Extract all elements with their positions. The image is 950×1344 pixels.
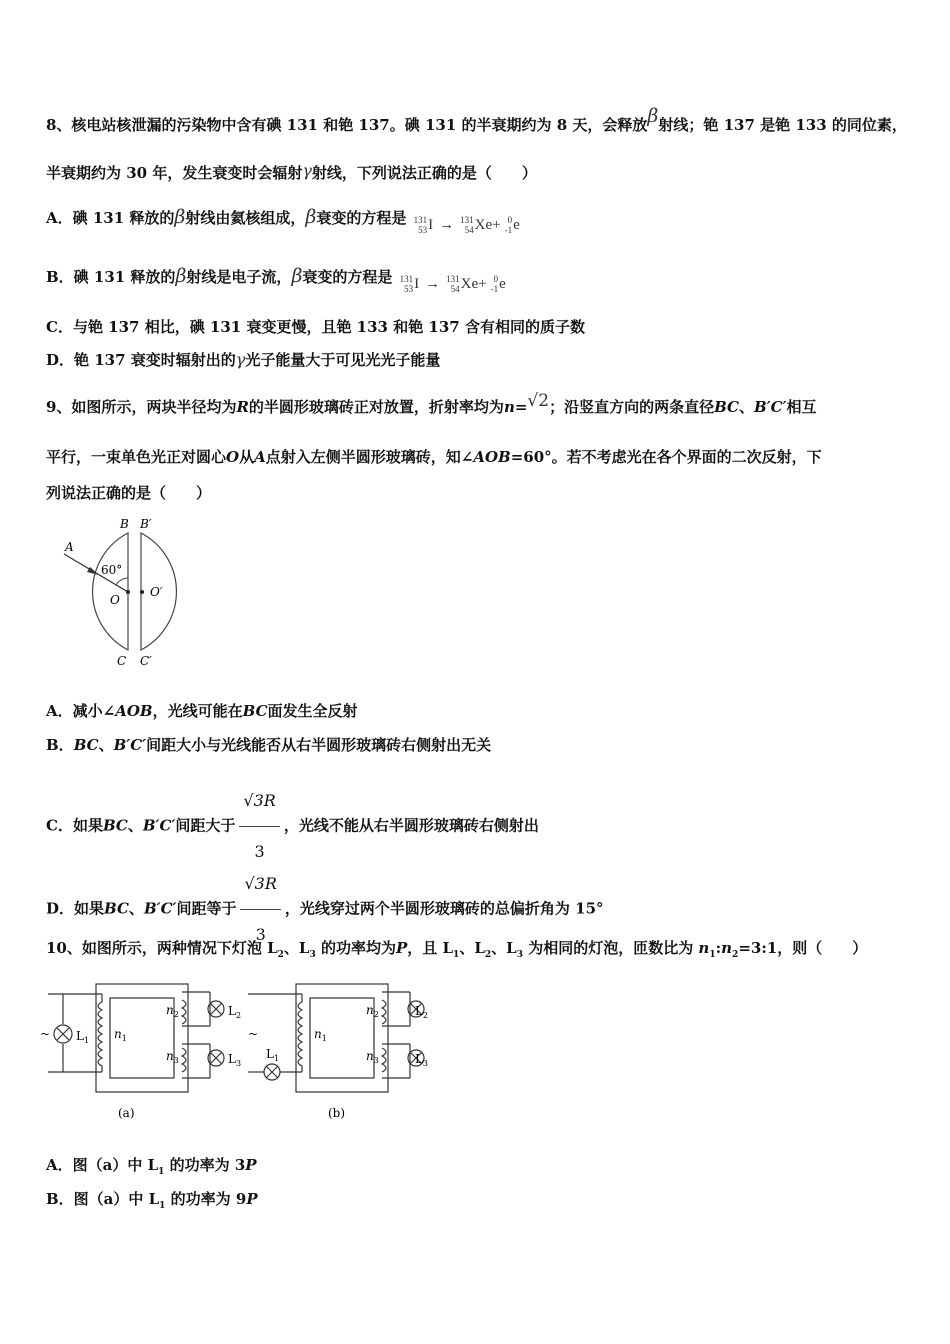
label-b-prime: B′ (140, 517, 152, 531)
transformer-figure (40, 982, 430, 1122)
label-l3-a: $L_3$ (228, 1052, 242, 1068)
label-l2-a: $L_2$ (228, 1004, 242, 1020)
q9-stem-line1: 9、如图所示，两块半径均为R的半圆形玻璃砖正对放置，折射率均为n=√2；沿竖直方向的两条直径BC、B′C′相互 (46, 391, 817, 416)
label-c-prime: C′ (140, 654, 152, 668)
q9-option-c[interactable]: C．如果BC、B′C′间距大于 $\frac{√3R}{3}$ ，光线不能从右半圆形玻璃砖右侧射出 (46, 778, 539, 875)
q8-stem-line2: 半衰期约为 30 年，发生衰变时会辐射γ射线，下列说法正确的是（ ） (46, 161, 537, 182)
ac-source-b: ~ (248, 1027, 259, 1041)
center-o-dot (126, 590, 130, 594)
q10-stem: 10、如图所示，两种情况下灯泡 $L_2$、$L_3$ 的功率均为P，且 $L_1$、$L_2$、$L_3$ 为相同的灯泡，匝数比为 $n_1:n_2=3:1$，则（ ） (46, 939, 868, 960)
beta-symbol: β (647, 105, 659, 127)
label-l1-a: $L_1$ (76, 1029, 90, 1045)
angle-arc (116, 578, 128, 585)
label-n2-b: $n_2$ (366, 1003, 379, 1019)
q8-option-c[interactable]: C．与铯 137 相比，碘 131 衰变更慢，且铯 133 和铯 137 含有相同的质子数 (46, 318, 585, 336)
circuit-a (48, 984, 224, 1092)
ac-source-a: ~ (40, 1027, 51, 1041)
fraction-sqrt3r-over-3: $\frac{√3R}{3}$ (240, 861, 280, 958)
q9-stem-line2: 平行，一束单色光正对圆心O从A点射入左侧半圆形玻璃砖，知∠AOB=60°。若不考虑光在各个界面的二次反射，下 (46, 448, 822, 466)
q10-option-a[interactable]: A．图（a）中 $L_1$ 的功率为 3P (46, 1156, 257, 1177)
q9-option-b[interactable]: B．BC、B′C′间距大小与光线能否从右半圆形玻璃砖右侧射出无关 (46, 736, 492, 754)
beta-symbol: β (291, 265, 303, 287)
label-l2-b: $L_2$ (414, 1004, 428, 1020)
label-o: O (110, 593, 120, 607)
label-o-prime: O′ (150, 585, 163, 599)
fraction-sqrt3r-over-3: $\frac{√3R}{3}$ (239, 778, 279, 875)
decay-equation: 131 53 I → 131 54 Xe+ 0 -1 e (399, 274, 506, 294)
label-a: A (65, 540, 74, 554)
label-n3-b: $n_3$ (366, 1049, 379, 1065)
label-l3-b: $L_3$ (414, 1052, 428, 1068)
label-b: B (120, 517, 129, 531)
caption-a: (a) (118, 1106, 135, 1120)
gamma-symbol: γ (302, 161, 312, 180)
beta-symbol: β (175, 265, 187, 287)
gamma-symbol: γ (235, 350, 246, 369)
label-n3-a: $n_3$ (166, 1049, 179, 1065)
q8-stem-line1: 8、核电站核泄漏的污染物中含有碘 131 和铯 137。碘 131 的半衰期约为 8 天，会释放β射线；铯 137 是铯 133 的同位素， (46, 105, 907, 134)
center-o-prime-dot (140, 590, 144, 594)
caption-b: (b) (328, 1106, 346, 1120)
q9-option-a[interactable]: A．减小∠AOB，光线可能在BC面发生全反射 (46, 702, 358, 720)
sqrt2: √2 (527, 391, 550, 411)
q8-option-d[interactable]: D．铯 137 衰变时辐射出的γ光子能量大于可见光光子能量 (46, 350, 441, 369)
label-n1-a: $n_1$ (114, 1027, 127, 1043)
label-c: C (117, 654, 127, 668)
beta-symbol: β (174, 206, 186, 228)
label-n1-b: $n_1$ (314, 1027, 327, 1043)
q10-option-b[interactable]: B．图（a）中 $L_1$ 的功率为 9P (46, 1190, 258, 1211)
q8-option-a[interactable]: A．碘 131 释放的β射线由氦核组成，β衰变的方程是 131 53 I → 131 54 Xe+ 0 -1 e (46, 206, 520, 235)
label-l1-b: $L_1$ (266, 1047, 280, 1063)
q8-option-b[interactable]: B．碘 131 释放的β射线是电子流，β衰变的方程是 131 53 I → 131 54 Xe+ 0 -1 e (46, 265, 506, 294)
circuit-b (248, 984, 424, 1092)
label-n2-a: $n_2$ (166, 1003, 179, 1019)
glass-blocks-figure (44, 512, 244, 672)
label-angle: 60° (101, 563, 123, 577)
q9-stem-line3: 列说法正确的是（ ） (46, 484, 212, 502)
q9-option-d[interactable]: D．如果BC、B′C′间距等于 $\frac{√3R}{3}$ ，光线穿过两个半圆形玻璃砖的总偏折角为 15° (46, 861, 604, 958)
beta-symbol: β (305, 206, 317, 228)
left-semicircle-block (93, 533, 128, 650)
decay-equation: 131 53 I → 131 54 Xe+ 0 -1 e (413, 215, 520, 235)
